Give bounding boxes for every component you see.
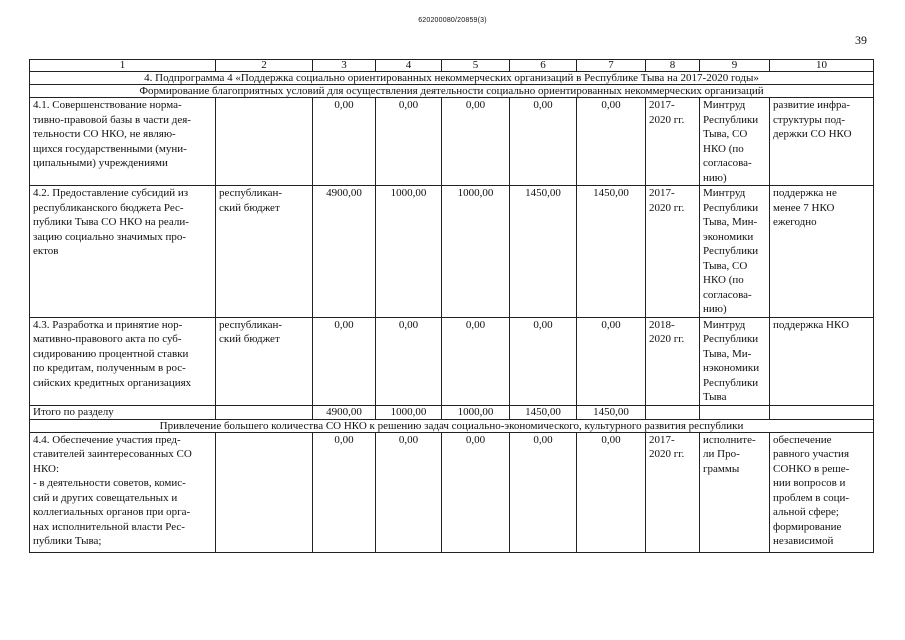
table-cell-c9 — [700, 432, 770, 552]
table-cell-c4: 0,00 — [376, 317, 442, 405]
table-cell-c2 — [216, 186, 313, 318]
table-cell-c10 — [770, 432, 874, 552]
cell-line: нию) — [703, 303, 727, 315]
table-cell-c8 — [646, 317, 700, 405]
cell-line: по кредитам, полученным в рос- — [33, 362, 186, 374]
table-cell-c6: 0,00 — [510, 432, 577, 552]
table-cell-c4: 0,00 — [376, 98, 442, 186]
cell-line: республиканского бюджета Рес- — [33, 201, 184, 214]
column-header: 3 — [313, 60, 376, 72]
cell-line: тельности СО НКО, не являю- — [33, 128, 176, 140]
cell-line: сийских кредитных организациях — [33, 376, 192, 389]
table-cell-c4: 0,00 — [376, 432, 442, 552]
table-row — [30, 98, 874, 186]
total-label: Итого по разделу — [30, 405, 216, 419]
cell-line: нэкономики — [703, 362, 760, 374]
table-cell-c6: 1450,00 — [510, 186, 577, 318]
table-cell-c1 — [30, 432, 216, 552]
cell-line: НКО (по — [703, 142, 744, 155]
cell-line: публики Тыва; — [33, 535, 102, 547]
cell-line: ли Про- — [703, 448, 740, 460]
cell-line: держки СО НКО — [773, 128, 852, 140]
cell-line: Республики — [703, 245, 759, 257]
cell-line: нию) — [703, 171, 727, 184]
cell-line: Республики — [703, 333, 759, 345]
cell-line: НКО (по — [703, 274, 744, 286]
empty-cell — [770, 405, 874, 419]
cell-line: согласова- — [703, 157, 752, 169]
table-cell-c8 — [646, 98, 700, 186]
table-cell-c5: 0,00 — [442, 432, 510, 552]
table-row — [30, 186, 874, 318]
table-cell-c1 — [30, 186, 216, 318]
cell-line: 2020 гг. — [649, 448, 685, 460]
table-row — [30, 317, 874, 405]
document-number: 620200080/20859(3) — [418, 17, 487, 24]
cell-line: ежегодно — [773, 216, 817, 228]
cell-line: ципальными) учреждениями — [33, 157, 168, 169]
cell-line: исполните- — [703, 433, 756, 446]
cell-line: поддержка не — [773, 187, 837, 199]
subsection-title: Привлечение большего количества СО НКО к решению задач социально-экономического, культурного развития республики — [30, 419, 874, 432]
column-header: 6 — [510, 60, 577, 72]
page-number: 39 — [855, 33, 867, 47]
cell-line: зацию социально значимых про- — [33, 230, 186, 243]
table-cell-c8 — [646, 432, 700, 552]
column-number-row — [30, 60, 874, 72]
cell-line: 2020 гг. — [649, 201, 685, 214]
table-cell-c2 — [216, 98, 313, 186]
cell-line: нах исполнительной власти Рес- — [33, 520, 185, 533]
cell-line: НКО: — [33, 462, 60, 475]
cell-line: Минтруд — [703, 99, 746, 111]
empty-cell — [216, 405, 313, 419]
cell-line: согласова- — [703, 288, 752, 301]
cell-line: республикан- — [219, 318, 283, 331]
cell-line: 2020 гг. — [649, 113, 685, 126]
cell-line: Тыва — [703, 391, 727, 403]
column-header: 9 — [700, 60, 770, 72]
cell-line: граммы — [703, 462, 740, 475]
section-title-row — [30, 72, 874, 85]
cell-line: Минтруд — [703, 187, 746, 199]
cell-line: 4.1. Совершенствование норма- — [33, 99, 182, 111]
table-cell-c3: 0,00 — [313, 317, 376, 405]
cell-line: Республики — [703, 201, 759, 214]
cell-line: сий и других совещательных и — [33, 491, 178, 504]
subsection-title: Формирование благоприятных условий для осуществления деятельности социально ориентированных некоммерческих организаций — [30, 85, 874, 98]
cell-line: - в деятельности советов, комис- — [33, 477, 186, 489]
table-cell-c7: 0,00 — [577, 432, 646, 552]
table-cell-c10 — [770, 98, 874, 186]
cell-line: независимой — [773, 535, 834, 547]
table-cell-c10 — [770, 317, 874, 405]
cell-line: нии вопросов и — [773, 477, 846, 489]
cell-line: 4.2. Предоставление субсидий из — [33, 187, 189, 199]
table-row — [30, 432, 874, 552]
subsection-row — [30, 419, 874, 432]
cell-line: Тыва, Мин- — [703, 216, 758, 228]
table-cell-c3: 0,00 — [313, 98, 376, 186]
total-value: 4900,00 — [313, 405, 376, 419]
empty-cell — [700, 405, 770, 419]
cell-line: щихся государственными (муни- — [33, 142, 187, 155]
total-value: 1450,00 — [510, 405, 577, 419]
cell-line: равного участия — [773, 448, 850, 460]
cell-line: 2017- — [649, 99, 675, 111]
cell-line: республикан- — [219, 187, 283, 199]
cell-line: менее 7 НКО — [773, 201, 835, 214]
column-header: 2 — [216, 60, 313, 72]
cell-line: экономики — [703, 230, 754, 243]
table-cell-c7: 1450,00 — [577, 186, 646, 318]
cell-line: 2017- — [649, 433, 675, 446]
cell-line: структуры под- — [773, 113, 846, 126]
table-cell-c1 — [30, 98, 216, 186]
cell-line: ставителей заинтересованных СО — [33, 448, 192, 460]
table-cell-c1 — [30, 317, 216, 405]
cell-line: 2018- — [649, 318, 675, 331]
table-cell-c10 — [770, 186, 874, 318]
column-header: 10 — [770, 60, 874, 72]
cell-line: сидированию процентной ставки — [33, 347, 189, 360]
table-cell-c9 — [700, 317, 770, 405]
total-value: 1450,00 — [577, 405, 646, 419]
subsection-row — [30, 85, 874, 98]
cell-line: развитие инфра- — [773, 99, 851, 111]
column-header: 4 — [376, 60, 442, 72]
total-value: 1000,00 — [442, 405, 510, 419]
cell-line: 2017- — [649, 187, 675, 199]
table-cell-c5: 0,00 — [442, 98, 510, 186]
program-table — [29, 59, 874, 553]
table-cell-c8 — [646, 186, 700, 318]
table-cell-c7: 0,00 — [577, 317, 646, 405]
cell-line: ский бюджет — [219, 333, 280, 345]
cell-line: Минтруд — [703, 318, 746, 331]
cell-line: Тыва, СО — [703, 128, 748, 140]
cell-line: мативно-правового акта по суб- — [33, 333, 182, 345]
cell-line: СОНКО в реше- — [773, 462, 850, 475]
section-title: 4. Подпрограмма 4 «Поддержка социально ориентированных некоммерческих организаций в Республике Тыва на 2017-2020 годы» — [30, 72, 874, 85]
table-cell-c6: 0,00 — [510, 98, 577, 186]
table-cell-c2 — [216, 317, 313, 405]
table-cell-c7: 0,00 — [577, 98, 646, 186]
table-cell-c3: 4900,00 — [313, 186, 376, 318]
table-cell-c4: 1000,00 — [376, 186, 442, 318]
cell-line: 4.4. Обеспечение участия пред- — [33, 433, 181, 446]
cell-line: ектов — [33, 245, 59, 257]
table-cell-c5: 1000,00 — [442, 186, 510, 318]
cell-line: коллегиальных органов при орга- — [33, 506, 191, 518]
empty-cell — [646, 405, 700, 419]
table-cell-c5: 0,00 — [442, 317, 510, 405]
cell-line: альной сфере; — [773, 506, 839, 518]
cell-line: публики Тыва СО НКО на реали- — [33, 216, 189, 228]
total-value: 1000,00 — [376, 405, 442, 419]
cell-line: Республики — [703, 376, 759, 389]
table-cell-c9 — [700, 186, 770, 318]
table-cell-c3: 0,00 — [313, 432, 376, 552]
table-cell-c9 — [700, 98, 770, 186]
cell-line: Тыва, Ми- — [703, 347, 752, 360]
table-cell-c6: 0,00 — [510, 317, 577, 405]
cell-line: 4.3. Разработка и принятие нор- — [33, 318, 183, 331]
cell-line: Республики — [703, 113, 759, 126]
column-header: 5 — [442, 60, 510, 72]
table-cell-c2 — [216, 432, 313, 552]
column-header: 7 — [577, 60, 646, 72]
cell-line: тивно-правовой базы в части дея- — [33, 113, 191, 126]
cell-line: 2020 гг. — [649, 333, 685, 345]
cell-line: обеспечение — [773, 433, 832, 446]
cell-line: ский бюджет — [219, 201, 280, 214]
cell-line: Тыва, СО — [703, 259, 748, 272]
cell-line: поддержка НКО — [773, 318, 850, 331]
column-header: 1 — [30, 60, 216, 72]
total-row — [30, 405, 874, 419]
cell-line: проблем в соци- — [773, 491, 850, 504]
cell-line: формирование — [773, 520, 842, 533]
column-header: 8 — [646, 60, 700, 72]
